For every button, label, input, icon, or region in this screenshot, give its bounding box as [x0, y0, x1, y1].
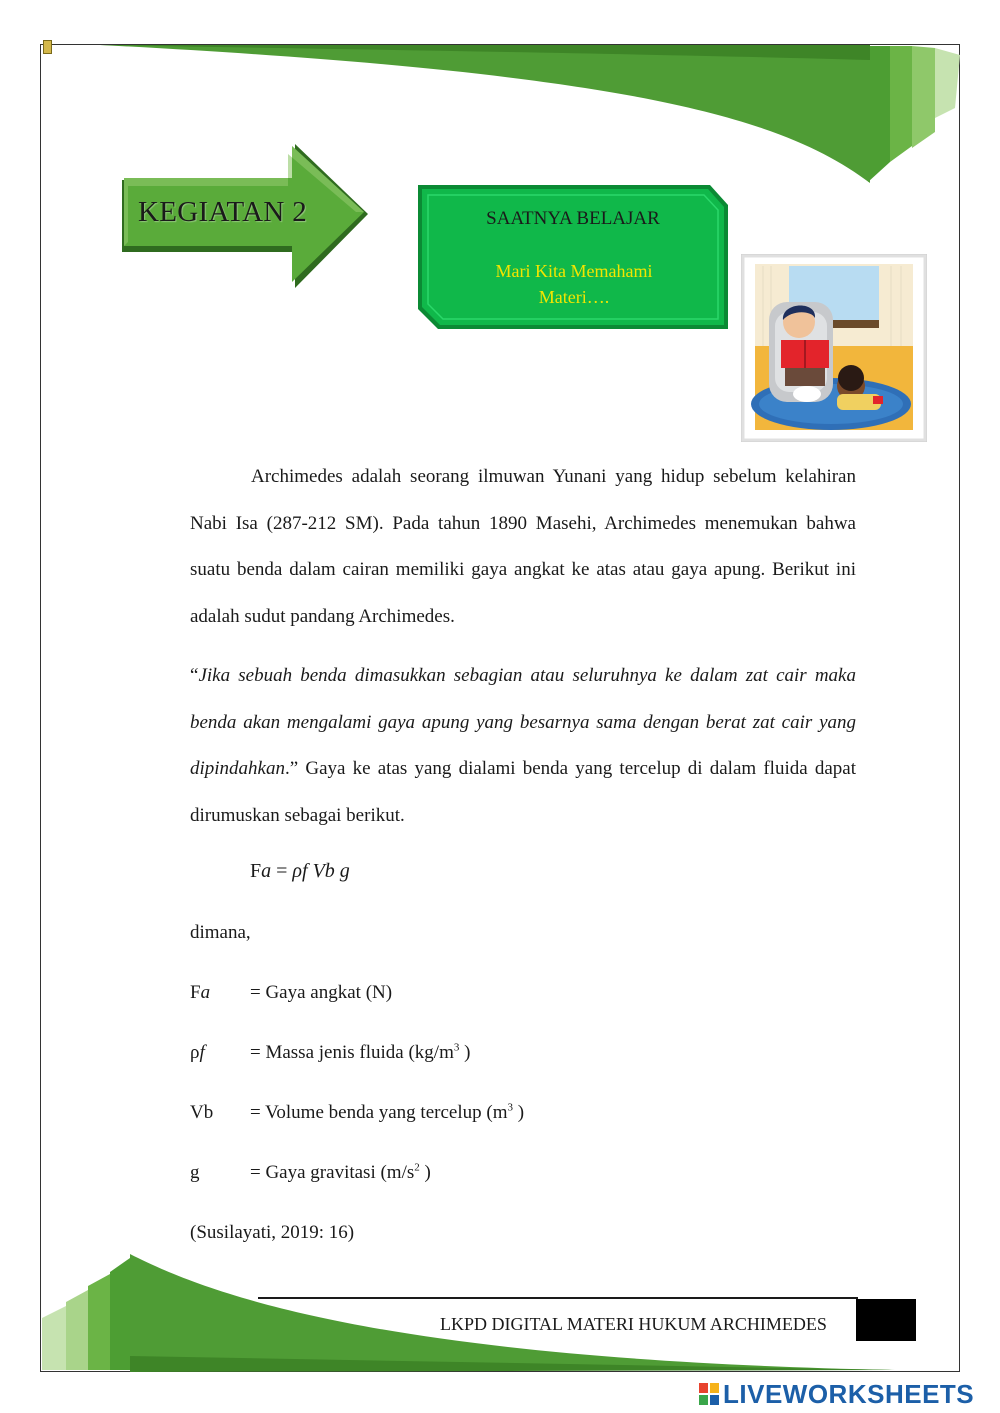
- definition-symbol: Vb: [190, 1102, 214, 1123]
- pin-marker: [43, 40, 52, 54]
- intro-paragraph: Archimedes adalah seorang ilmuwan Yunani yang hidup sebelum kelahiran Nabi Isa (287-212 SM). Pada tahun 1890 Masehi, Archimedes menemukan bahwa suatu benda dalam cairan memiliki gaya angkat ke atas atau gaya apung. Berikut ini adalah sudut pandang Archimedes.: [190, 466, 856, 627]
- definition-row: [190, 982, 392, 1004]
- buoyancy-formula: [250, 860, 350, 883]
- formula-lhs-sub: a: [261, 860, 272, 882]
- formula-eq: =: [271, 860, 293, 882]
- definition-symbol: ρf: [190, 1042, 205, 1063]
- definition-row: [190, 1162, 431, 1184]
- definition-tail: ): [419, 1162, 431, 1183]
- definition-exponent: 3: [453, 1041, 460, 1054]
- activity-label: KEGIATAN 2: [138, 196, 308, 228]
- citation: (Susilayati, 2019: 16): [190, 1222, 355, 1243]
- bottom-green-decoration: [0, 1240, 1000, 1380]
- where-label: dimana,: [190, 922, 251, 943]
- formula-rhs: ρf Vb g: [292, 860, 350, 882]
- definition-row: [190, 1042, 470, 1064]
- definition-text: = Volume benda yang tercelup (m: [250, 1102, 508, 1123]
- quote-rest: .” Gaya ke atas yang dialami benda yang tercelup di dalam fluida dapat dirumuskan sebagai berikut.: [190, 758, 856, 826]
- footer-rule: [258, 1297, 858, 1299]
- footer-title: LKPD DIGITAL MATERI HUKUM ARCHIMEDES: [440, 1314, 827, 1334]
- page-number-box: [856, 1299, 916, 1341]
- definition-row: [190, 1102, 524, 1124]
- definition-symbol: g: [190, 1162, 200, 1183]
- definition-text: = Massa jenis fluida (kg/m: [250, 1042, 454, 1063]
- definition-tail: ): [512, 1102, 525, 1123]
- learn-title: SAATNYA BELAJAR: [486, 208, 660, 229]
- learn-subtitle: Mari Kita Memahami Materi….: [495, 261, 653, 307]
- definition-exponent: 2: [414, 1161, 420, 1174]
- definition-symbol: Fa: [190, 982, 211, 1003]
- quote-open: “: [190, 665, 199, 686]
- definition-text: = Gaya angkat (N): [250, 982, 393, 1003]
- archimedes-quote-paragraph: [190, 653, 856, 839]
- liveworksheets-logo[interactable]: [698, 1378, 974, 1410]
- formula-lhs: F: [250, 860, 262, 882]
- definition-exponent: 3: [507, 1101, 513, 1114]
- archimedes-quote: Jika sebuah benda dimasukkan sebagian atau seluruhnya ke dalam zat cair maka benda akan mengalami gaya apung yang besarnya sama dengan berat zat cair yang dipindahkan: [190, 665, 856, 779]
- definition-text: = Gaya gravitasi (m/s: [250, 1162, 415, 1183]
- reading-illustration: [741, 254, 927, 442]
- definition-tail: ): [459, 1042, 471, 1063]
- liveworksheets-logo-text: LIVEWORKSHEETS: [723, 1378, 975, 1409]
- liveworksheets-logo-icon: [698, 1382, 720, 1406]
